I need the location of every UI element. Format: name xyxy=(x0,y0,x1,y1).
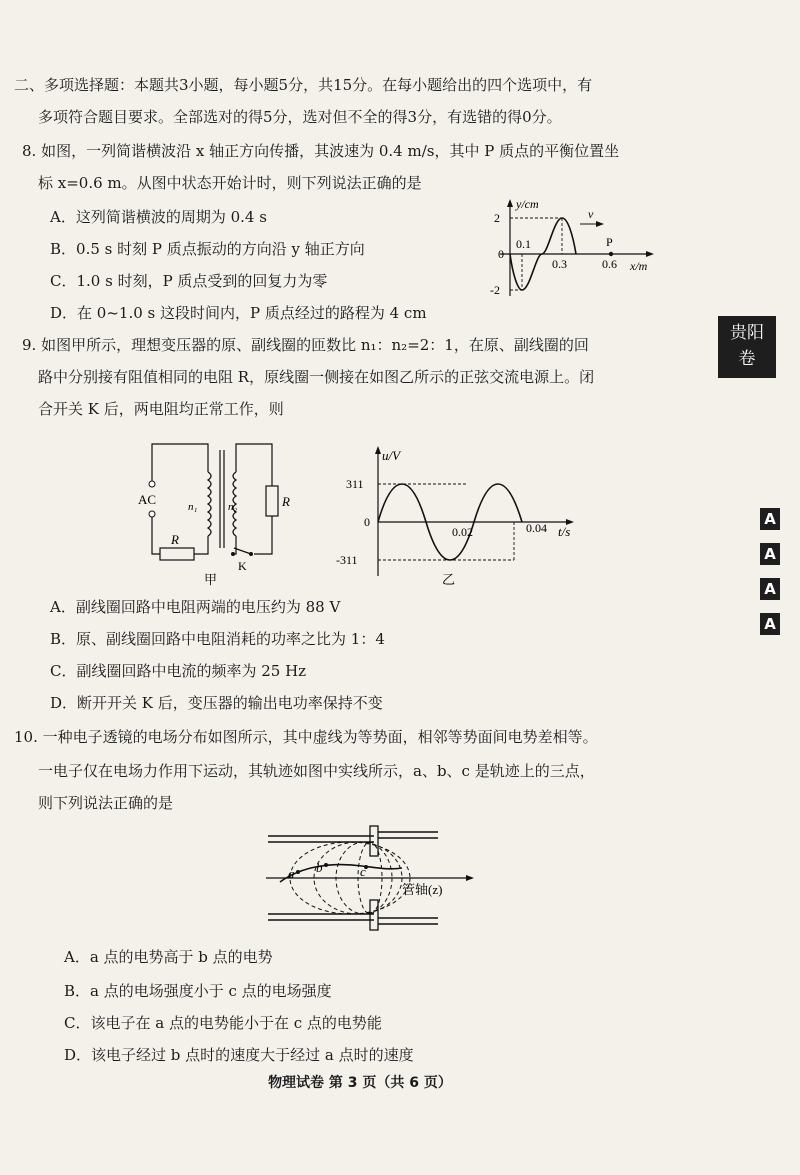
q9-circuit-figure xyxy=(130,436,310,586)
q9-t-002: 0.02 xyxy=(452,525,473,539)
q8-y-zero: 0 xyxy=(498,247,504,261)
q9-graph-caption: 乙 xyxy=(442,572,456,587)
q8-option-c: C．1.0 s 时刻，P 质点受到的回复力为零 xyxy=(50,272,328,290)
q9-u-label: u/V xyxy=(382,448,401,463)
q10-stem-line1: 10. 一种电子透镜的电场分布如图所示，其中虚线为等势面，相邻等势面间电势差相等。 xyxy=(14,728,598,746)
q9-option-a: A．副线圈回路中电阻两端的电压约为 88 V xyxy=(50,598,341,616)
version-mark-4: A xyxy=(760,613,780,635)
q8-x-01: 0.1 xyxy=(516,237,531,251)
q10-option-c: C．该电子在 a 点的电势能小于在 c 点的电势能 xyxy=(64,1014,382,1032)
q8-y-arrow xyxy=(507,199,513,207)
q8-x-arrow xyxy=(646,251,654,257)
q9-stem-line3: 合开关 K 后，两电阻均正常工作，则 xyxy=(38,400,284,418)
q9-n1-label: n₁ xyxy=(188,501,198,513)
q8-y-bottom: -2 xyxy=(490,283,500,297)
q9-r-secondary-label: R xyxy=(282,494,290,509)
q9-t-label: t/s xyxy=(558,524,571,539)
q10-label-b: b xyxy=(316,860,323,875)
q10-option-b: B．a 点的电场强度小于 c 点的电场强度 xyxy=(64,982,332,1000)
q10-stem-line3: 则下列说法正确的是 xyxy=(38,794,174,812)
region-tab-line2: 卷 xyxy=(738,349,756,369)
q9-resistor-primary xyxy=(160,548,194,560)
region-tab-line1: 贵阳 xyxy=(730,323,764,343)
q10-label-a: a xyxy=(288,866,295,881)
q10-point-a xyxy=(296,870,300,874)
page-footer: 物理试卷 第 3 页（共 6 页） xyxy=(268,1075,452,1091)
q8-wave-figure xyxy=(480,196,660,306)
q10-option-d: D．该电子经过 b 点时的速度大于经过 a 点时的速度 xyxy=(64,1046,414,1064)
q9-option-b: B．原、副线圈回路中电阻消耗的功率之比为 1：4 xyxy=(50,630,385,648)
version-mark-2: A xyxy=(760,543,780,565)
q8-ylabel: y/cm xyxy=(516,197,539,211)
q9-stem-line2: 路中分别接有阻值相同的电阻 R，原线圈一侧接在如图乙所示的正弦交流电源上。闭 xyxy=(38,368,595,386)
q9-resistor-secondary xyxy=(266,486,278,516)
q8-point-p xyxy=(609,252,613,256)
q10-electrode-top xyxy=(370,826,378,856)
q9-r-primary-label: R xyxy=(171,532,179,547)
q8-y-top: 2 xyxy=(494,211,500,225)
q8-stem-line2: 标 x=0.6 m。从图中状态开始计时，则下列说法正确的是 xyxy=(38,174,422,192)
q9-ac-terminal-top xyxy=(149,481,155,487)
q8-option-d: D．在 0~1.0 s 这段时间内，P 质点经过的路程为 4 cm xyxy=(50,304,427,322)
q9-circuit-caption: 甲 xyxy=(204,572,218,586)
q8-x-06: 0.6 xyxy=(602,257,617,271)
q8-stem-line1: 8. 如图，一列简谐横波沿 x 轴正方向传播，其波速为 0.4 m/s，其中 P 质点的平衡位置坐 xyxy=(22,142,620,160)
q10-label-c: c xyxy=(360,864,366,879)
q10-stem-line2: 一电子仅在电场力作用下运动，其轨迹如图中实线所示，a、b、c 是轨迹上的三点， xyxy=(38,762,595,780)
version-mark-1: A xyxy=(760,508,780,530)
q9-ac-graph xyxy=(330,442,590,588)
q10-lens-figure xyxy=(262,822,482,934)
q8-option-b: B．0.5 s 时刻 P 质点振动的方向沿 y 轴正方向 xyxy=(50,240,365,258)
q9-u-zero: 0 xyxy=(364,515,370,529)
q10-axis-label: 管轴(z) xyxy=(402,882,443,897)
q9-option-c: C．副线圈回路中电流的频率为 25 Hz xyxy=(50,662,307,680)
q9-ac-label: AC xyxy=(138,492,157,507)
q8-xlabel: x/m xyxy=(630,259,648,273)
q10-point-b xyxy=(324,863,328,867)
version-mark-3: A xyxy=(760,578,780,600)
q9-n2-label: n₂ xyxy=(228,501,238,513)
q9-u-bottom: -311 xyxy=(336,553,358,567)
q8-v-label: v xyxy=(588,207,594,221)
q9-k-label: K xyxy=(238,559,247,573)
section-heading-line1: 二、多项选择题：本题共3小题，每小题5分，共15分。在每小题给出的四个选项中，有 xyxy=(14,76,593,94)
section-heading-line2: 多项符合题目要求。全部选对的得5分，选对但不全的得3分，有选错的得0分。 xyxy=(38,108,562,126)
q9-option-d: D．断开开关 K 后，变压器的输出电功率保持不变 xyxy=(50,694,383,712)
q10-electrode-bottom xyxy=(370,900,378,930)
q9-stem-line1: 9. 如图甲所示，理想变压器的原、副线圈的匝数比 n₁：n₂=2：1，在原、副线圈的回 xyxy=(22,336,589,354)
q8-p-label: P xyxy=(606,235,613,249)
region-tab xyxy=(718,316,776,378)
q9-u-top: 311 xyxy=(346,477,364,491)
q8-x-03: 0.3 xyxy=(552,257,567,271)
q10-option-a: A．a 点的电势高于 b 点的电势 xyxy=(64,948,273,966)
q8-option-a: A．这列简谐横波的周期为 0.4 s xyxy=(50,208,267,226)
q9-primary-coil xyxy=(208,472,211,536)
q9-ac-terminal-bottom xyxy=(149,511,155,517)
q9-t-004: 0.04 xyxy=(526,521,547,535)
